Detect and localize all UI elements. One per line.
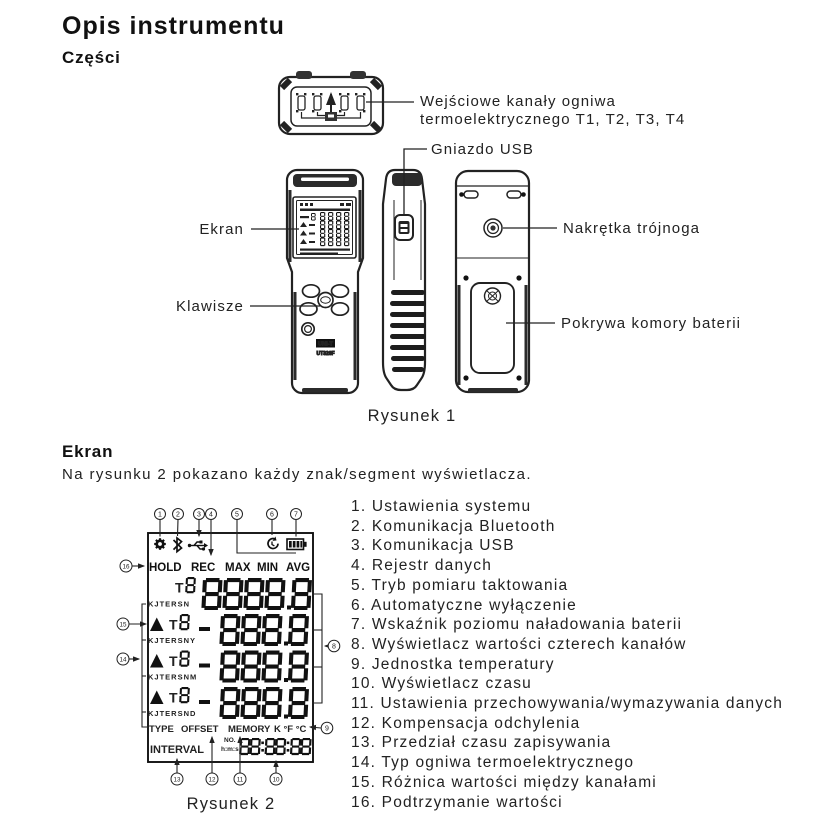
battery-icon <box>287 539 307 550</box>
label-screen: Ekran <box>199 221 244 238</box>
front-screen <box>293 197 356 258</box>
label-thermocouple-inputs-line1: Wejściowe kanały ogniwa <box>420 93 616 110</box>
page-title: Opis instrumentu <box>62 12 285 40</box>
model-text: UT320F <box>316 351 335 357</box>
device-front-view <box>287 170 363 393</box>
legend-item-13: 13. Przedział czasu zapisywania <box>351 734 612 752</box>
legend-item-7: 7. Wskaźnik poziomu naładowania baterii <box>351 616 683 634</box>
callout-3: 3 <box>197 511 201 519</box>
tripod-nut <box>484 219 502 237</box>
lcd-row-4 <box>148 687 309 719</box>
legend-item-10: 10. Wyświetlacz czasu <box>351 675 532 693</box>
lcd-bottom-rows <box>149 724 312 756</box>
callout-leader-lines <box>129 520 329 774</box>
legend-item-5: 5. Tryb pomiaru taktowania <box>351 576 569 594</box>
back-screws <box>463 275 521 380</box>
legend-item-16: 16. Podtrzymanie wartości <box>351 793 563 811</box>
legend-item-14: 14. Typ ogniwa termoelektrycznego <box>351 754 635 772</box>
callout-15: 15 <box>119 621 127 629</box>
lcd-min: MIN <box>257 562 279 574</box>
lcd-row3-suffix: M <box>190 672 197 682</box>
section-czesci-heading: Części <box>62 48 121 67</box>
legend-item-1: 1. Ustawienia systemu <box>351 498 532 515</box>
lcd-row-1 <box>148 577 312 610</box>
figure-1-device-drawing <box>55 62 785 434</box>
label-keys: Klawisze <box>176 298 244 315</box>
lcd-units: K °F °C <box>274 724 307 735</box>
battery-cover <box>471 283 514 373</box>
svg-text:T: T <box>169 689 178 706</box>
legend-item-11: 11. Ustawienia przechowywania/wymazywania danych <box>351 695 784 713</box>
gear-icon <box>154 538 166 550</box>
callout-1: 1 <box>158 511 162 519</box>
lcd-icon-row <box>154 537 306 552</box>
callout-13: 13 <box>173 776 181 784</box>
lcd-row4-suffix: D <box>190 709 196 718</box>
delta-icon <box>150 618 164 632</box>
figure-2-lcd-diagram <box>100 500 360 820</box>
callout-6: 6 <box>270 511 274 519</box>
figure2-caption: Rysunek 2 <box>186 795 276 813</box>
callout-2: 2 <box>176 511 180 519</box>
svg-text:KJTERSN: KJTERSN <box>148 672 191 682</box>
usb-port <box>395 215 413 240</box>
label-usb-socket: Gniazdo USB <box>431 141 534 158</box>
callout-5: 5 <box>235 511 239 519</box>
front-keypad <box>300 285 349 335</box>
lcd-max: MAX <box>225 562 251 574</box>
section-ekran-intro: Na rysunku 2 pokazano każdy znak/segment wyświetlacza. <box>62 466 532 483</box>
svg-text:KJTERSN: KJTERSN <box>148 709 191 718</box>
callout-7: 7 <box>294 511 298 519</box>
lcd-legend-list <box>351 497 783 812</box>
legend-item-4: 4. Rejestr danych <box>351 557 493 575</box>
delta-icon <box>150 654 164 668</box>
lcd-row-2 <box>148 614 309 646</box>
label-thermocouple-inputs-line2: termoelektrycznego T1, T2, T3, T4 <box>420 111 686 128</box>
lcd-hms-label: h:m:s <box>221 746 239 753</box>
legend-item-8: 8. Wyświetlacz wartości czterech kanałów <box>351 635 687 653</box>
auto-power-off-icon <box>268 537 278 549</box>
lcd-avg: AVG <box>286 562 311 574</box>
figure1-caption: Rysunek 1 <box>367 407 457 425</box>
lcd-hold: HOLD <box>149 562 182 574</box>
legend-item-6: 6. Automatyczne wyłączenie <box>351 596 577 614</box>
label-battery-cover: Pokrywa komory baterii <box>561 315 742 332</box>
lcd-offset: OFFSET <box>181 724 219 735</box>
callout-8: 8 <box>332 643 336 651</box>
callout-12: 12 <box>208 776 216 784</box>
legend-item-3: 3. Komunikacja USB <box>351 537 515 555</box>
lcd-rec: REC <box>191 562 216 574</box>
legend-item-15: 15. Różnica wartości między kanałami <box>351 773 657 791</box>
lcd-interval: INTERVAL <box>150 744 204 756</box>
svg-text:KJTERSN: KJTERSN <box>148 636 191 645</box>
lcd-type: TYPE <box>149 724 174 735</box>
device-back-view <box>456 171 529 393</box>
lcd-no-label: NO. <box>224 737 236 744</box>
callout-4: 4 <box>209 511 213 519</box>
side-top-cap <box>392 173 422 186</box>
lcd-row1-t: T <box>175 579 184 596</box>
callout-10: 10 <box>272 776 280 784</box>
callout-11: 11 <box>236 776 244 784</box>
brand-logo <box>316 339 335 357</box>
lcd-status-row <box>149 562 310 574</box>
callout-9: 9 <box>325 725 329 733</box>
lcd-row1-tc-types: KJTERSN <box>148 599 191 609</box>
thermocouple-socket-icons <box>296 93 365 121</box>
callout-14: 14 <box>119 656 127 664</box>
legend-item-9: 9. Jednostka temperatury <box>351 655 555 673</box>
svg-text:T: T <box>169 616 178 633</box>
bluetooth-icon <box>174 538 182 552</box>
delta-icon <box>150 691 164 705</box>
callout-16: 16 <box>122 563 130 571</box>
lcd-row2-suffix: Y <box>190 636 196 645</box>
label-tripod-nut: Nakrętka trójnoga <box>563 220 701 237</box>
legend-item-12: 12. Kompensacja odchylenia <box>351 714 581 732</box>
lcd-row-3 <box>148 651 309 683</box>
lcd-memory: MEMORY <box>228 724 271 735</box>
front-screen-digit-rows <box>300 212 349 246</box>
back-top-slots <box>459 191 526 198</box>
lcd-time-digits <box>239 738 312 755</box>
side-grip-ribs <box>390 290 426 372</box>
legend-item-2: 2. Komunikacja Bluetooth <box>351 517 556 535</box>
usb-icon <box>188 541 208 551</box>
power-button <box>302 323 314 335</box>
svg-text:T: T <box>169 653 178 669</box>
section-ekran-heading: Ekran <box>62 442 114 461</box>
brand-text: UNI-T <box>318 341 333 348</box>
